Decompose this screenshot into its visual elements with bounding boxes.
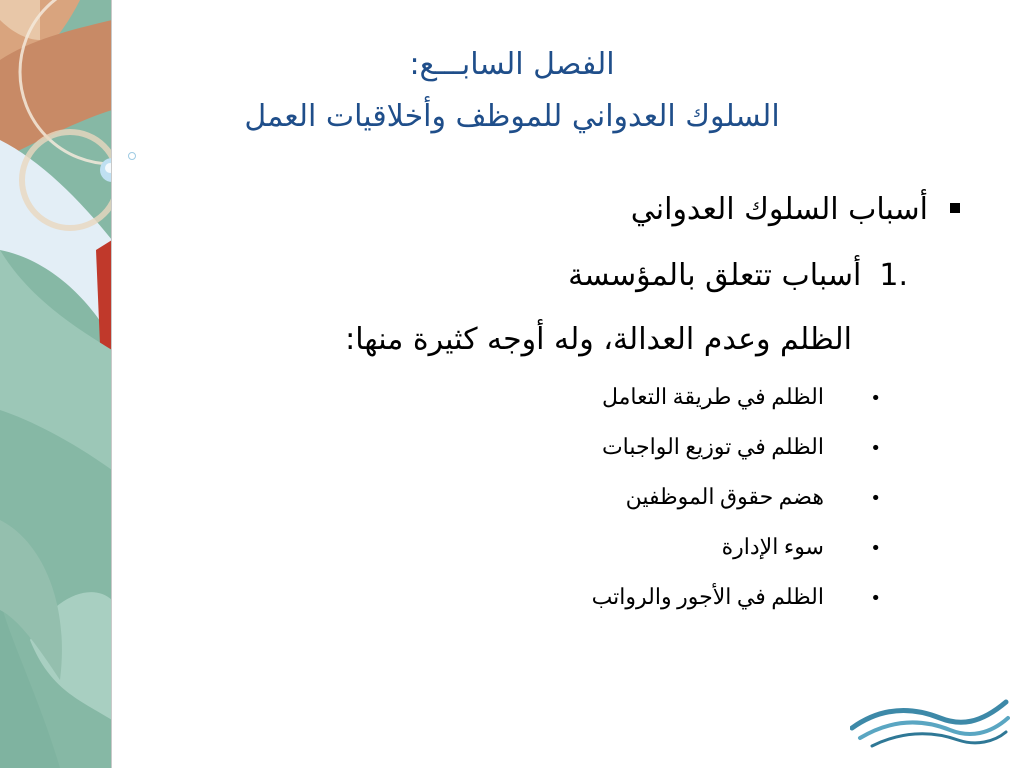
dot-bullet-icon: •: [870, 488, 881, 509]
dot-bullet-icon: •: [870, 438, 881, 459]
list-item: • الظلم في طريقة التعامل: [601, 384, 881, 409]
dot-bullet-icon: •: [870, 388, 881, 409]
numbered-index: 1.: [879, 258, 908, 293]
panel-divider: [111, 0, 112, 768]
slide-title-line2: السلوك العدواني للموظف وأخلاقيات العمل: [244, 99, 780, 134]
numbered-item: [568, 258, 908, 293]
square-bullet-icon: [950, 203, 960, 213]
list-item: • هضم حقوق الموظفين: [625, 484, 881, 509]
bullet-list: [591, 382, 881, 632]
wave-logo-icon: [850, 688, 1010, 750]
numbered-item-text: أسباب تتعلق بالمؤسسة: [568, 258, 862, 293]
main-bullet-text: أسباب السلوك العدواني: [630, 192, 928, 227]
list-item: • الظلم في الأجور والرواتب: [591, 584, 881, 609]
slide-title-line1: الفصل السابـــع:: [409, 47, 615, 82]
small-bubble-icon: [126, 150, 138, 162]
dot-bullet-icon: •: [870, 538, 881, 559]
decorative-side-panel: [0, 0, 112, 768]
list-item: • سوء الإدارة: [721, 534, 881, 559]
dot-bullet-icon: •: [870, 588, 881, 609]
sub-heading: الظلم وعدم العدالة، وله أوجه كثيرة منها:: [345, 322, 852, 357]
list-item: • الظلم في توزيع الواجبات: [601, 434, 881, 459]
main-bullet-item: [631, 192, 960, 227]
